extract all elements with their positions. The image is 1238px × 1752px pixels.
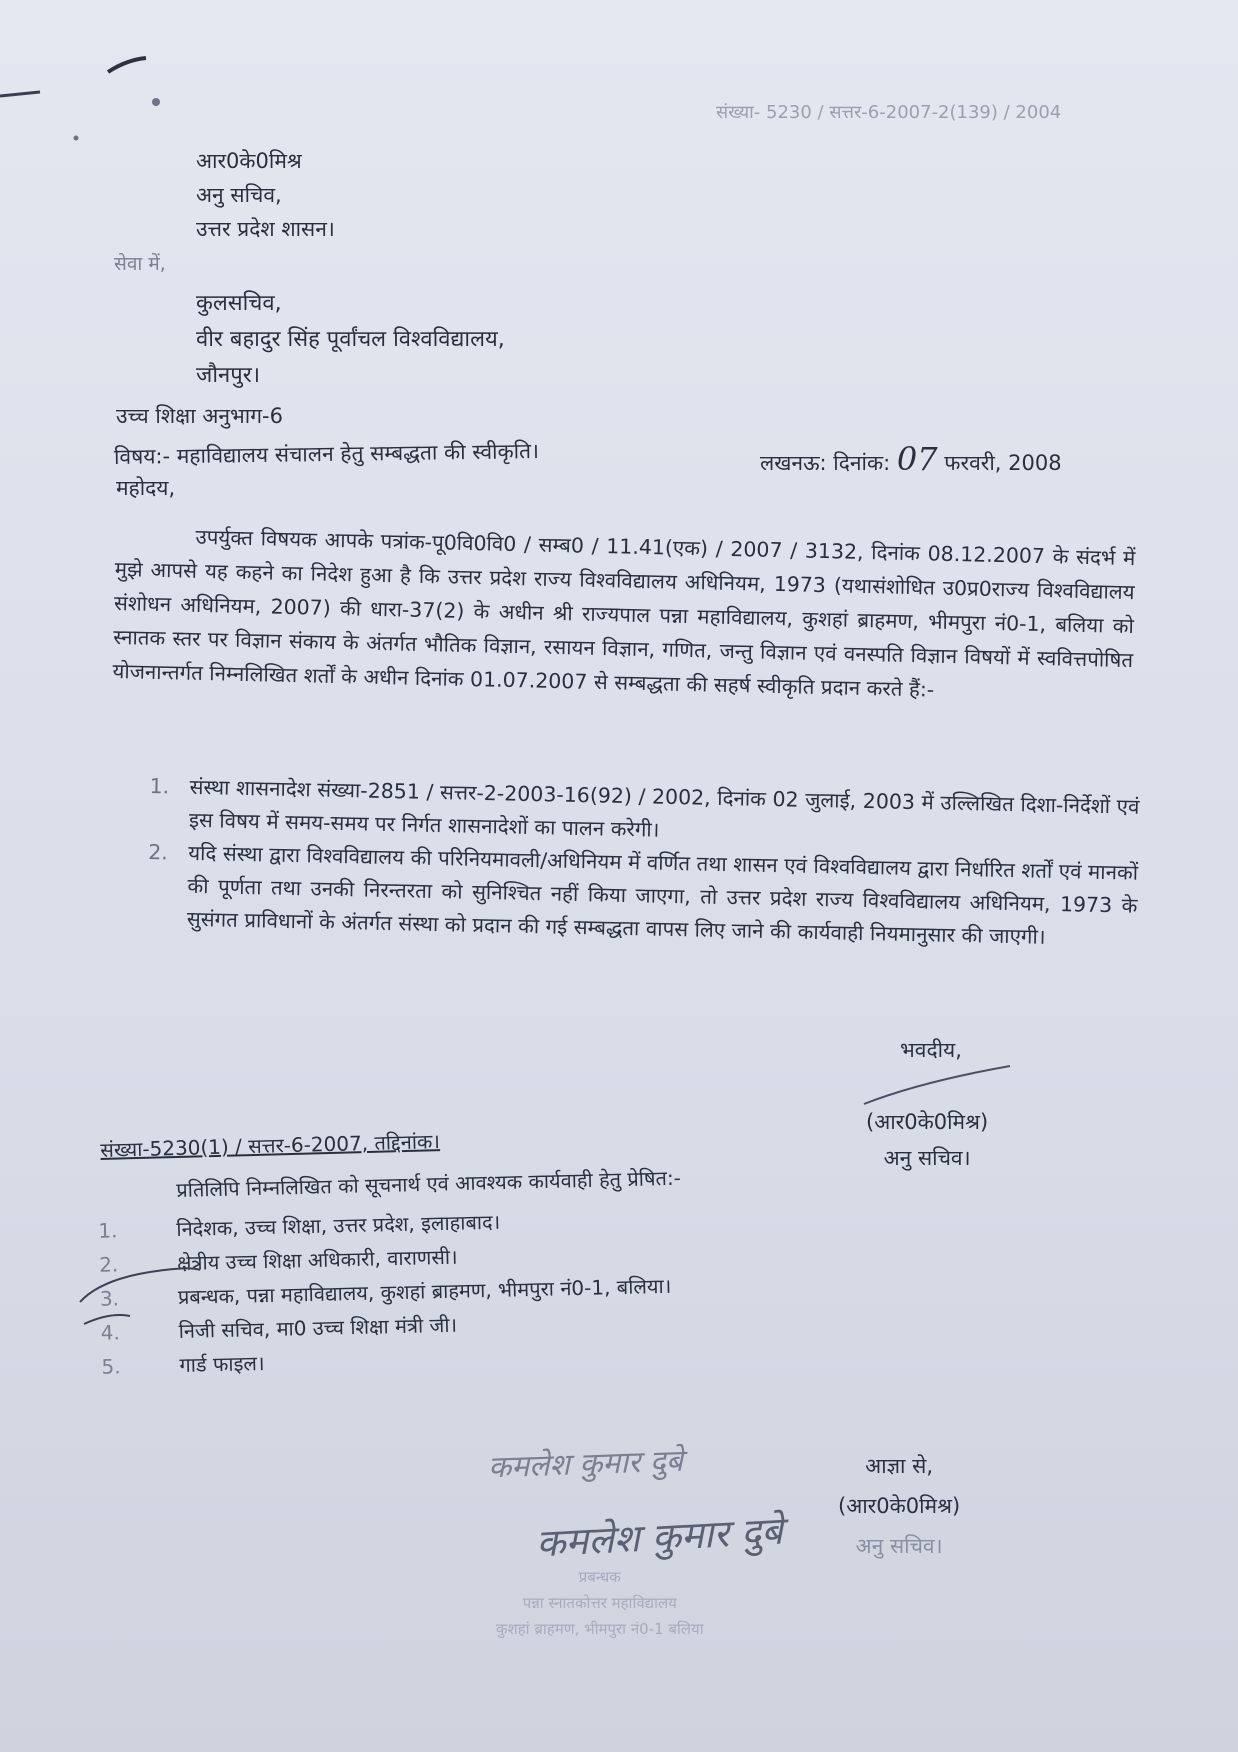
stamp-line: प्रबन्धक <box>578 1568 621 1586</box>
copy-number: 2. <box>98 1252 119 1277</box>
copy-number: 3. <box>99 1286 120 1311</box>
department: उच्च शिक्षा अनुभाग-6 <box>116 404 283 428</box>
copy-text: क्षेत्रीय उच्च शिक्षा अधिकारी, वाराणसी। <box>176 1244 458 1276</box>
to-label: सेवा में, <box>114 253 166 275</box>
signatory-block <box>866 1104 988 1176</box>
subject-line: विषय:- महाविद्यालय संचालन हेतु सम्बद्धता की स्वीकृति। <box>113 439 540 469</box>
copy-intro: प्रतिलिपि निम्नलिखित को सूचनार्थ एवं आवश्यक कार्यवाही हेतु प्रेषित:- <box>176 1165 682 1202</box>
order-designation: अनु सचिव। <box>855 1534 943 1558</box>
signatory-designation: अनु सचिव। <box>883 1146 971 1170</box>
sender-designation: अनु सचिव, <box>196 183 282 207</box>
copy-number: 4. <box>100 1320 121 1345</box>
sender-name: आर0के0मिश्र <box>196 149 302 173</box>
signatory-name: (आर0के0मिश्र) <box>866 1110 989 1134</box>
body-paragraph <box>112 518 1136 711</box>
condition-text: संस्था शासनादेश संख्या-2851 / सत्तर-2-2003-16(92) / 2002, दिनांक 02 जुलाई, 2003 में उल्लिखित दिशा-निर्देशों एवं इस विषय में समय-समय पर निर्गत शासनादेशों का पालन करेगी। <box>188 774 1140 842</box>
recipient-institution: वीर बहादुर सिंह पूर्वांचल विश्वविद्यालय, <box>196 327 505 352</box>
date-label: लखनऊ: दिनांक: <box>760 451 891 475</box>
copy-text: गार्ड फाइल। <box>179 1351 265 1378</box>
stamp-line: कुशहां ब्राहमण, भीमपुरा नं0-1 बलिया <box>496 1620 704 1638</box>
condition-number: 2. <box>148 839 169 865</box>
institution-stamp <box>496 1564 704 1642</box>
conditions-list <box>147 770 1140 956</box>
copy-reference: संख्या-5230(1) / सत्तर-6-2007, तद्दिनांक। <box>100 1129 441 1162</box>
recipient-city: जौनपुर। <box>196 363 261 388</box>
salutation: महोदय, <box>116 476 176 500</box>
order-name: (आर0के0मिश्र) <box>838 1494 961 1518</box>
copy-number: 1. <box>98 1218 118 1243</box>
order-block <box>838 1446 960 1566</box>
condition-number: 1. <box>149 773 170 799</box>
condition-text: यदि संस्था द्वारा विश्वविद्यालय की परिनियमावली/अधिनियम में वर्णित तथा शासन एवं विश्वविद्यालय द्वारा निर्धारित शर्तों एवं मानकों की पूर्णता तथा उनकी निरन्तरता को सुनिश्चित नहीं किया जाएगा, तो उत्तर प्रदेश राज्य विश्वविद्यालय अधिनियम, 1973 के सुसंगत प्राविधानों के अंतर्गत संस्था को प्रदान की गई सम्बद्धता वापस लिए जाने की कार्यवाही नियमानुसार की जाएगी। <box>186 840 1139 949</box>
sender-block <box>196 144 335 246</box>
date-rest: फरवरी, 2008 <box>944 451 1062 475</box>
copy-text: निजी सचिव, मा0 उच्च शिक्षा मंत्री जी। <box>178 1312 458 1344</box>
sender-office: उत्तर प्रदेश शासन। <box>196 217 335 241</box>
reference-number: संख्या- 5230 / सत्तर-6-2007-2(139) / 2004 <box>716 102 1062 123</box>
date-line <box>760 440 1062 478</box>
handwritten-signature-2: कमलेश कुमार दुबे <box>535 1508 784 1566</box>
recipient-block <box>196 286 505 394</box>
handwritten-signature-1: कमलेश कुमार दुबे <box>487 1443 684 1486</box>
handwritten-tick-mark <box>70 1262 210 1342</box>
date-handwritten: 07 <box>896 440 938 478</box>
body-text: उपर्युक्त विषयक आपके पत्रांक-पू0वि0वि0 / सम्ब0 / 11.41(एक) / 2007 / 3132, दिनांक 08.12.2007 के संदर्भ में मुझे आपसे यह कहने का निदेश हुआ है कि उत्तर प्रदेश राज्य विश्वविद्यालय अधिनियम, 1973 (यथासंशोधित उ0प्र0राज्य विश्वविद्यालय संशोधन अधिनियम, 2007) की धारा-37(2) के अधीन श्री राज्यपाल पन्ना महाविद्यालय, कुशहां ब्राहमण, भीमपुरा नं0-1, बलिया को स्नातक स्तर पर विज्ञान संकाय के अंतर्गत भौतिक विज्ञान, रसायन विज्ञान, गणित, जन्तु विज्ञान एवं वनस्पति विज्ञान विषयों में स्ववित्तपोषित योजनान्तर्गत निम्नलिखित शर्तों के अधीन दिनांक 01.07.2007 से सम्बद्धता की सहर्ष स्वीकृति प्रदान करते हैं:- <box>112 524 1136 702</box>
condition-item <box>147 836 1139 956</box>
copy-number: 5. <box>101 1354 121 1379</box>
recipient-title: कुलसचिव, <box>196 291 282 316</box>
signature-stroke <box>860 1060 1020 1110</box>
stamp-line: पन्ना स्नातकोत्तर महाविद्यालय <box>522 1594 677 1612</box>
copy-text: निदेशक, उच्च शिक्षा, उत्तर प्रदेश, इलाहाबाद। <box>176 1209 501 1242</box>
valediction: भवदीय, <box>900 1038 962 1062</box>
copy-text: प्रबन्धक, पन्ना महाविद्यालय, कुशहां ब्राहमण, भीमपुरा नं0-1, बलिया। <box>177 1273 672 1310</box>
order-label: आज्ञा से, <box>865 1454 934 1478</box>
